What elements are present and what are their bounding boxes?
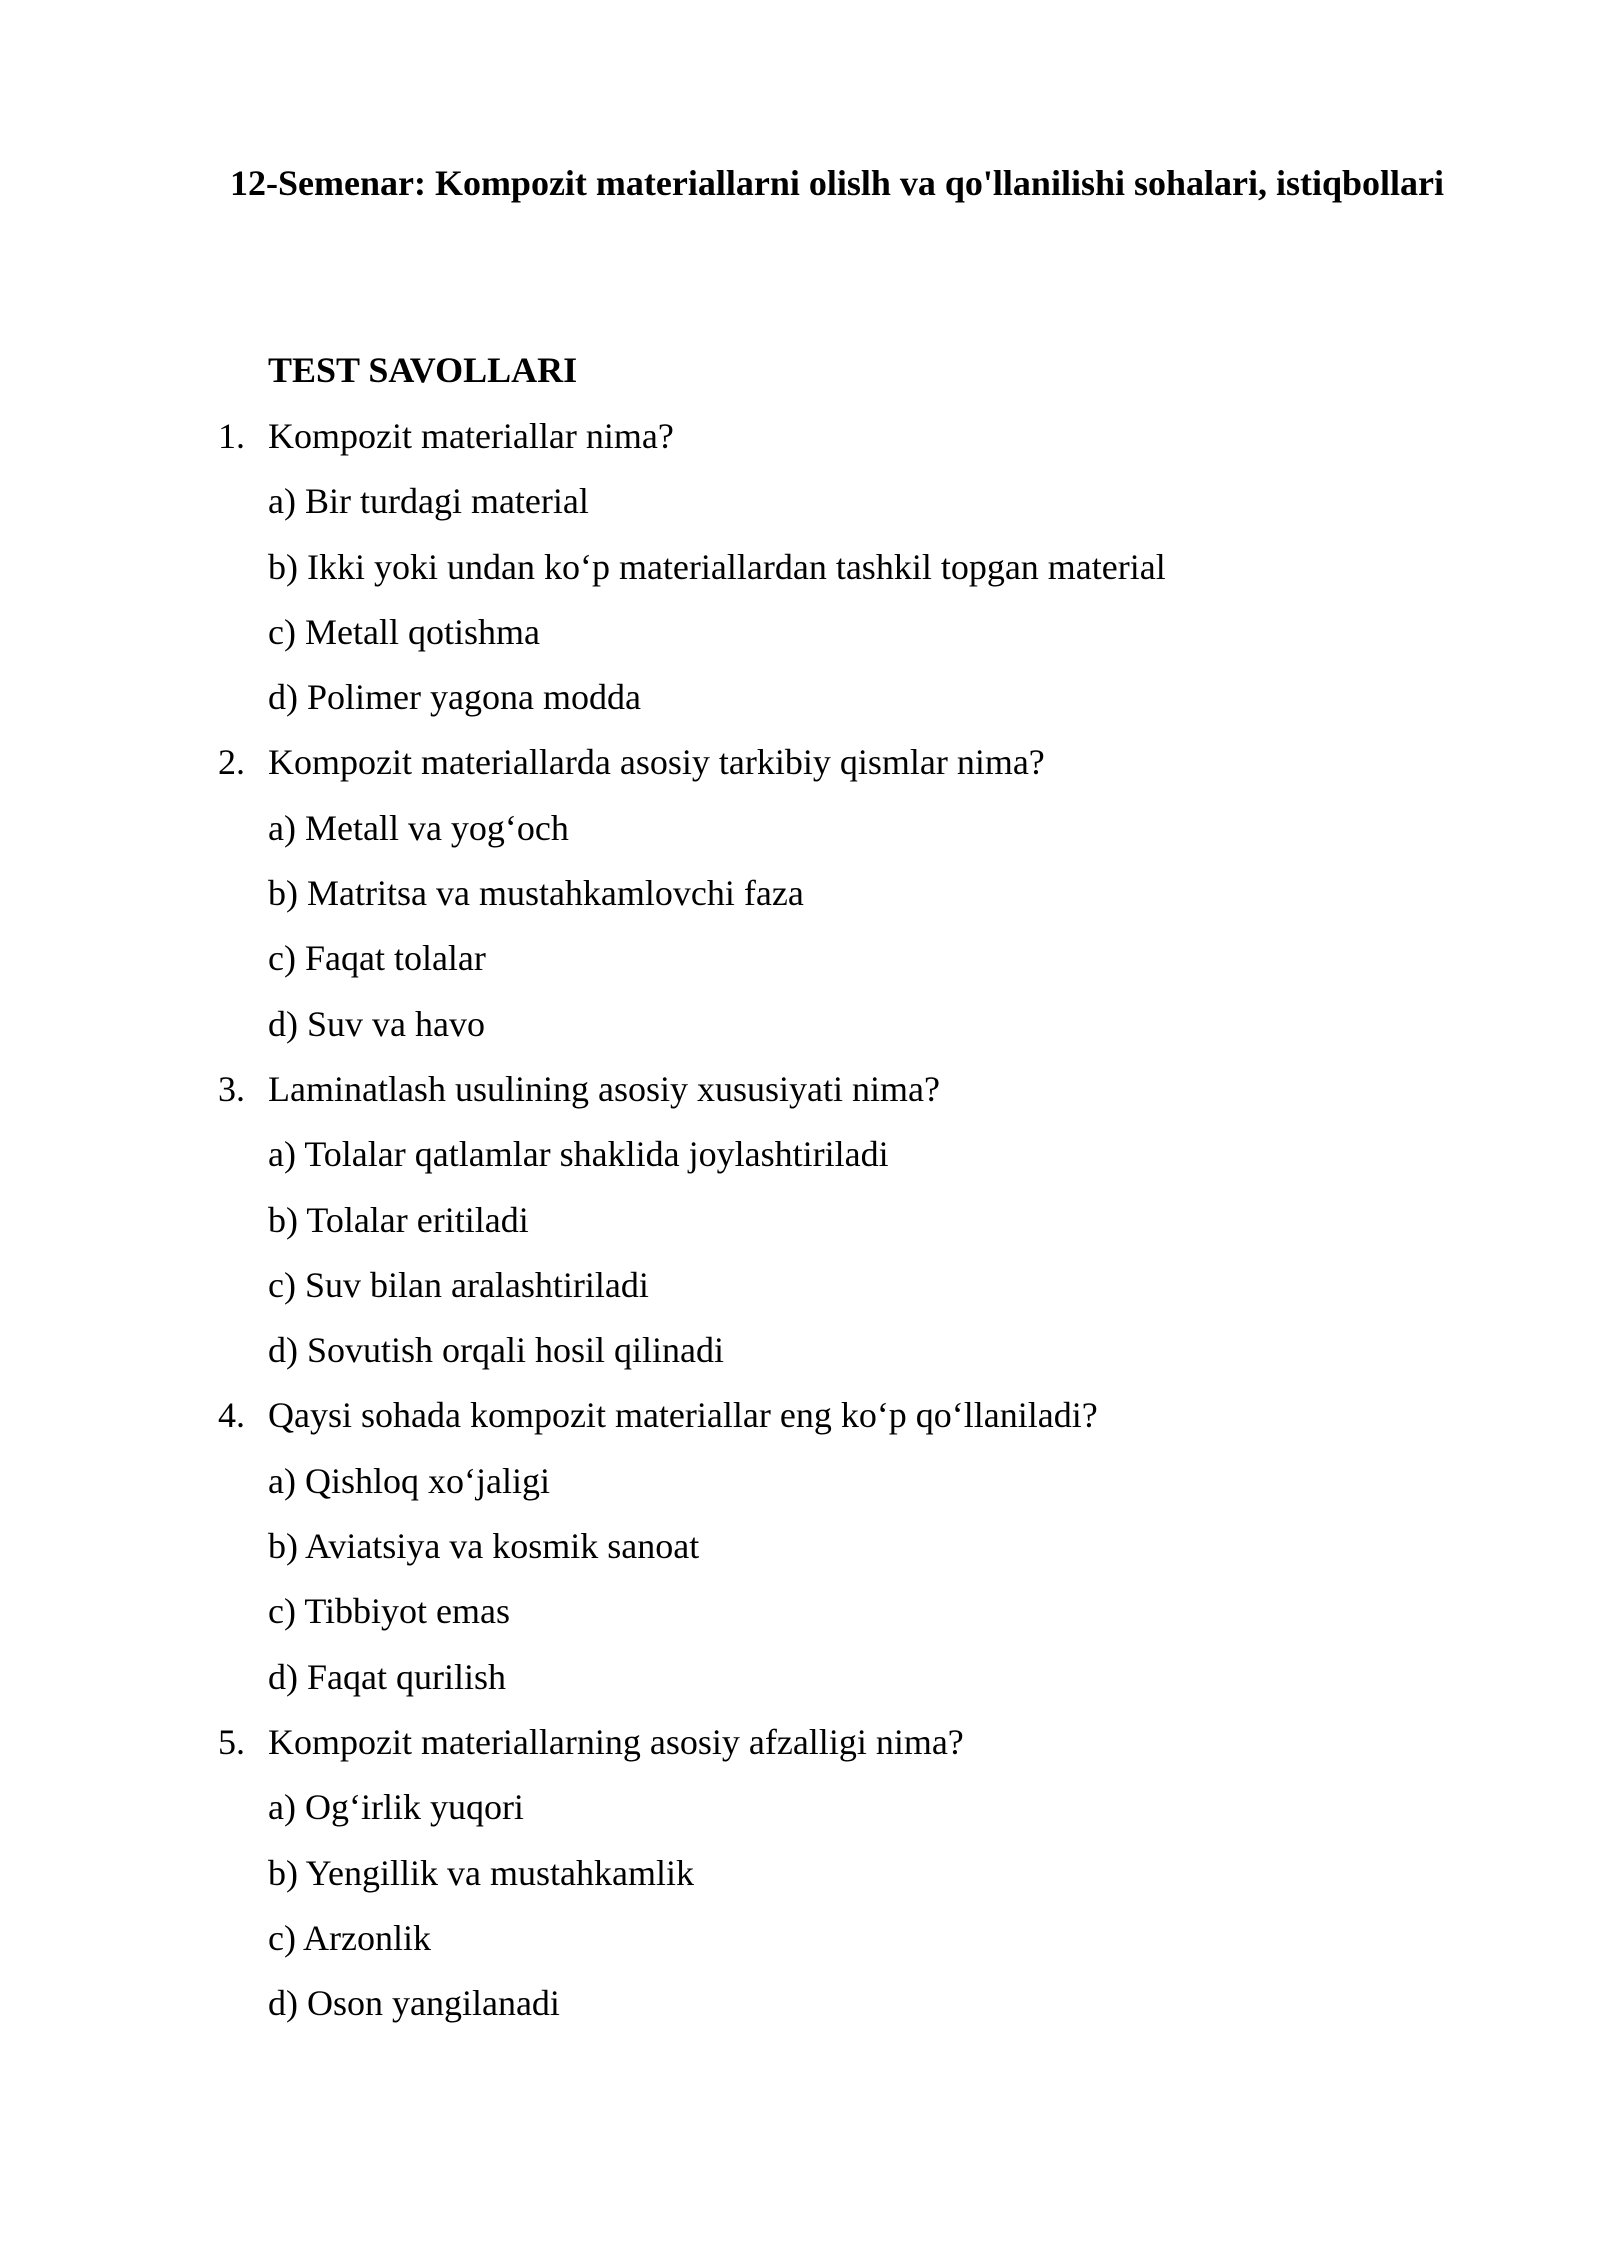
answer-option: b) Yengillik va mustahkamlik <box>268 1852 694 1893</box>
question-text: Qaysi sohada kompozit materiallar eng ko‘p qo‘llaniladi? <box>268 1395 1098 1436</box>
question-line <box>218 408 1518 473</box>
answer-option: d) Sovutish orqali hosil qilinadi <box>268 1330 724 1371</box>
question-line <box>218 1387 1518 1452</box>
answer-option: c) Arzonlik <box>268 1917 431 1958</box>
document-title: 12-Semenar: Kompozit materiallarni olislh va qo'llanilishi sohalari, istiqbollari <box>230 163 1445 203</box>
question-item <box>218 734 1518 1060</box>
answer-option: b) Matritsa va mustahkamlovchi faza <box>268 873 804 914</box>
question-number: 2. <box>218 742 245 783</box>
answer-option: d) Oson yangilanadi <box>268 1983 560 2024</box>
answer-option: b) Ikki yoki undan ko‘p materiallardan tashkil topgan material <box>268 546 1166 587</box>
question-text: Laminatlash usulining asosiy xususiyati nima? <box>268 1068 940 1109</box>
answer-option: b) Aviatsiya va kosmik sanoat <box>268 1526 700 1567</box>
answer-option: a) Tolalar qatlamlar shaklida joylashtiriladi <box>268 1134 889 1175</box>
question-number: 3. <box>218 1068 245 1109</box>
question-text: Kompozit materiallar nima? <box>268 416 674 456</box>
question-item <box>218 408 1518 734</box>
question-line <box>218 1714 1518 1779</box>
answer-option: a) Metall va yog‘och <box>268 807 569 848</box>
answer-option: a) Bir turdagi material <box>268 481 589 522</box>
question-item <box>218 1714 1518 2040</box>
answer-option: a) Qishloq xo‘jaligi <box>268 1460 550 1501</box>
answer-option: d) Suv va havo <box>268 1003 485 1044</box>
question-number: 1. <box>218 416 245 456</box>
section-heading: TEST SAVOLLARI <box>268 350 578 390</box>
question-line <box>218 1061 1518 1126</box>
answer-option: c) Suv bilan aralashtiriladi <box>268 1264 649 1305</box>
answer-option: a) Og‘irlik yuqori <box>268 1787 524 1828</box>
answer-option: b) Tolalar eritiladi <box>268 1199 529 1240</box>
question-number: 4. <box>218 1395 245 1436</box>
answer-option: c) Metall qotishma <box>268 611 540 652</box>
question-text: Kompozit materiallarda asosiy tarkibiy qismlar nima? <box>268 742 1045 783</box>
answer-option: c) Tibbiyot emas <box>268 1591 511 1632</box>
question-number: 5. <box>218 1721 245 1762</box>
question-line <box>218 734 1518 799</box>
question-text: Kompozit materiallarning asosiy afzalligi nima? <box>268 1721 964 1762</box>
question-item <box>218 1061 1518 1387</box>
question-list <box>218 408 1518 2040</box>
answer-option: d) Faqat qurilish <box>268 1656 506 1697</box>
question-item <box>218 1387 1518 1713</box>
answer-option: d) Polimer yagona modda <box>268 677 641 718</box>
answer-option: c) Faqat tolalar <box>268 938 486 979</box>
